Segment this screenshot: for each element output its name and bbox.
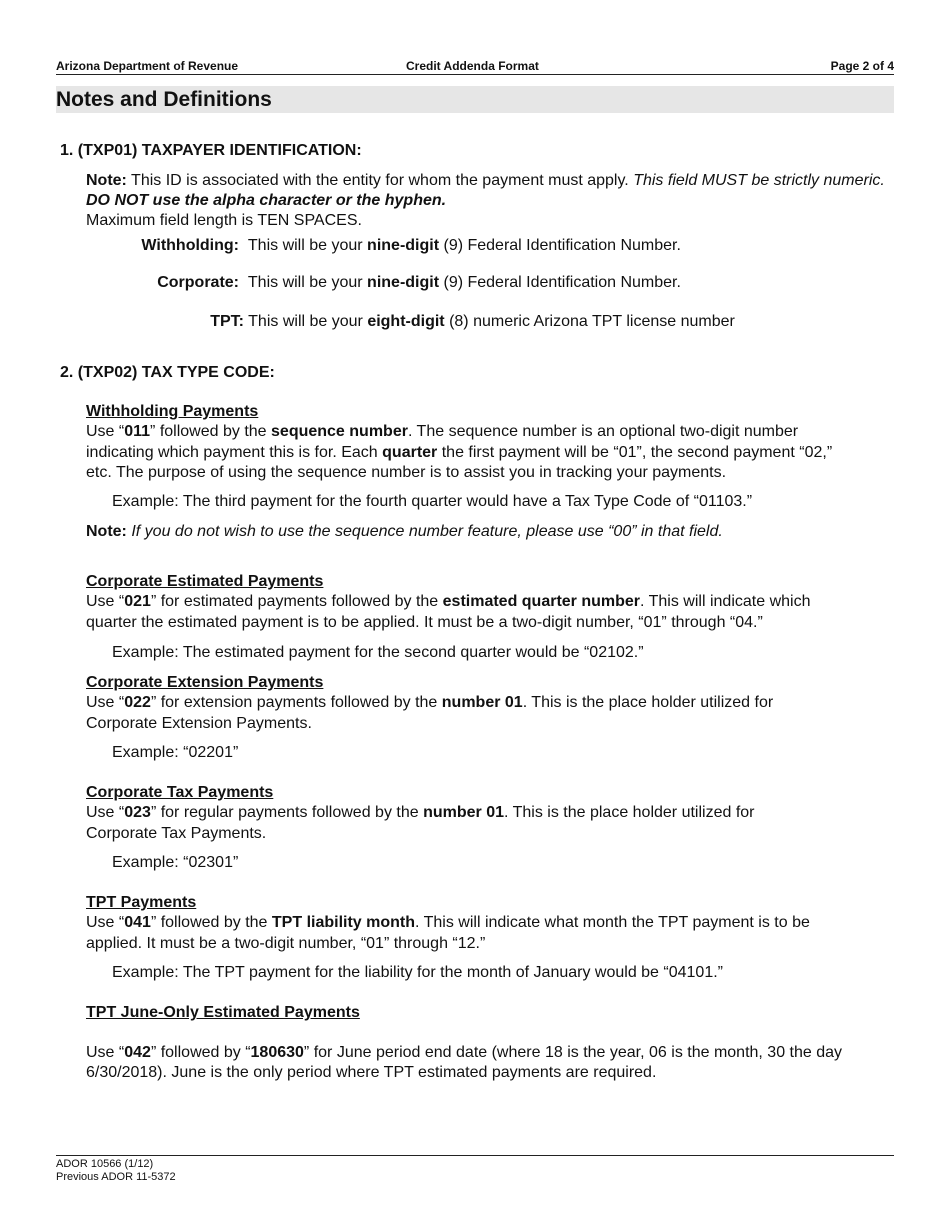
corp-extension-example: Example: “02201” — [112, 744, 239, 761]
tpt-payments-p2: applied. It must be a two-digit number, “01” through “12.” — [86, 935, 486, 952]
withholding-label: Withholding: — [141, 237, 239, 254]
corp-estimated-example: Example: The estimated payment for the second quarter would be “02102.” — [112, 644, 644, 661]
header-doc-title: Credit Addenda Format — [406, 59, 539, 73]
cx-code: 022 — [124, 694, 151, 711]
header-agency: Arizona Department of Revenue — [56, 59, 239, 73]
ct-p1b: ” for regular payments followed by the — [150, 804, 419, 821]
tpt-this-will-be: This will be your — [248, 313, 363, 330]
cx-bold: number 01 — [441, 694, 523, 711]
cx-p1c: . This is the place holder utilized for — [522, 694, 774, 711]
cx-p1a: Use “ — [86, 694, 125, 711]
withholding-note — [86, 522, 723, 542]
corp-tax-p2: Corporate Tax Payments. — [86, 825, 267, 842]
corp-extension-p2: Corporate Extension Payments. — [86, 715, 312, 732]
withholding-example: Example: The third payment for the fourth quarter would have a Tax Type Code of “01103.” — [112, 493, 753, 510]
corp-tax-title: Corporate Tax Payments — [86, 784, 274, 801]
tp-p1a: Use “ — [86, 914, 125, 931]
item1-note-label: Note: — [86, 172, 127, 189]
item1-heading: 1. (TXP01) TAXPAYER IDENTIFICATION: — [60, 142, 362, 159]
withholding-nine-rest: (9) Federal Identification Number. — [443, 237, 681, 254]
withholding-nine-digit: nine-digit — [367, 237, 440, 254]
wh-p2a: indicating which payment this is for. Each — [86, 444, 378, 461]
footer-form-number: ADOR 10566 (1/12) — [56, 1158, 154, 1170]
item1-note-bold-italic: DO NOT use the alpha character or the hyphen. — [86, 192, 447, 209]
corporate-nine-rest: (9) Federal Identification Number. — [443, 274, 681, 291]
corp-estimated-p2: quarter the estimated payment is to be applied. It must be a two-digit number, “01” through “04.” — [86, 614, 763, 631]
footer-previous-form: Previous ADOR 11-5372 — [56, 1171, 176, 1183]
ct-p1c: . This is the place holder utilized for — [504, 804, 755, 821]
item2-heading: 2. (TXP02) TAX TYPE CODE: — [60, 364, 275, 381]
wh-note-text: If you do not wish to use the sequence number feature, please use “00” in that field. — [131, 523, 723, 540]
corp-estimated-p1 — [86, 592, 810, 612]
tpt-eight-rest: (8) numeric Arizona TPT license number — [449, 313, 735, 330]
tpt-label: TPT: — [210, 313, 244, 330]
tj-p1c: ” for June period end date (where 18 is the year, 06 is the month, 30 the day — [303, 1044, 843, 1061]
tj-p1a: Use “ — [86, 1044, 125, 1061]
tpt-payments-example: Example: The TPT payment for the liability for the month of January would be “04101.” — [112, 964, 723, 981]
item1-tpt-row — [86, 312, 735, 332]
withholding-p1 — [86, 422, 886, 442]
withholding-this-will-be: This will be your — [247, 237, 363, 254]
wh-code: 011 — [124, 423, 151, 440]
page-header — [56, 58, 894, 75]
item1-withholding-row — [86, 236, 681, 256]
wh-p2b: the first payment will be “01”, the second payment “02,” — [441, 444, 833, 461]
tj-code: 042 — [124, 1044, 151, 1061]
tp-code: 041 — [124, 914, 151, 931]
section-title: Notes and Definitions — [56, 86, 894, 113]
withholding-p2 — [86, 443, 832, 463]
tpt-eight-digit: eight-digit — [367, 313, 445, 330]
tpt-june-title: TPT June-Only Estimated Payments — [86, 1004, 360, 1021]
wh-p1b: ” followed by the — [150, 423, 267, 440]
wh-note-label: Note: — [86, 523, 127, 540]
tj-date-code: 180630 — [250, 1044, 304, 1061]
wh-p1c: . The sequence number is an optional two-digit number — [407, 423, 799, 440]
tp-bold: TPT liability month — [271, 914, 416, 931]
corporate-nine-digit: nine-digit — [367, 274, 440, 291]
tpt-payments-title: TPT Payments — [86, 894, 197, 911]
ce-p1a: Use “ — [86, 593, 125, 610]
corp-extension-p1 — [86, 693, 773, 713]
wh-quarter: quarter — [382, 444, 438, 461]
item1-note-text: This ID is associated with the entity for whom the payment must apply. — [131, 172, 629, 189]
header-page-number: Page 2 of 4 — [830, 59, 894, 73]
corp-tax-p1 — [86, 803, 755, 823]
tpt-june-p1 — [86, 1043, 842, 1063]
ce-bold: estimated quarter number — [442, 593, 641, 610]
withholding-p3: etc. The purpose of using the sequence number is to assist you in tracking your payments. — [86, 464, 727, 481]
ct-p1a: Use “ — [86, 804, 125, 821]
corporate-label: Corporate: — [157, 274, 239, 291]
item1-max-length: Maximum field length is TEN SPACES. — [86, 212, 362, 229]
cx-p1b: ” for extension payments followed by the — [150, 694, 438, 711]
page-footer — [56, 1155, 894, 1184]
corp-tax-example: Example: “02301” — [112, 854, 239, 871]
ce-p1b: ” for estimated payments followed by the — [150, 593, 439, 610]
item1-note — [86, 171, 886, 211]
corp-extension-title: Corporate Extension Payments — [86, 674, 324, 691]
wh-p1a: Use “ — [86, 423, 125, 440]
ct-code: 023 — [124, 804, 151, 821]
withholding-payments-title: Withholding Payments — [86, 403, 259, 420]
item1-note-italic: This field MUST be strictly numeric. — [633, 172, 885, 189]
ct-bold: number 01 — [423, 804, 504, 821]
tpt-payments-p1 — [86, 913, 810, 933]
ce-code: 021 — [124, 593, 151, 610]
tp-p1b: ” followed by the — [150, 914, 268, 931]
corporate-this-will-be: This will be your — [247, 274, 363, 291]
tpt-june-p2: 6/30/2018). June is the only period where TPT estimated payments are required. — [86, 1064, 657, 1081]
corp-estimated-title: Corporate Estimated Payments — [86, 573, 324, 590]
item1-corporate-row — [86, 273, 681, 293]
ce-p1c: . This will indicate which — [640, 593, 811, 610]
tj-p1b: ” followed by “ — [150, 1044, 251, 1061]
tp-p1c: . This will indicate what month the TPT payment is to be — [415, 914, 810, 931]
wh-seq: sequence number — [271, 423, 408, 440]
